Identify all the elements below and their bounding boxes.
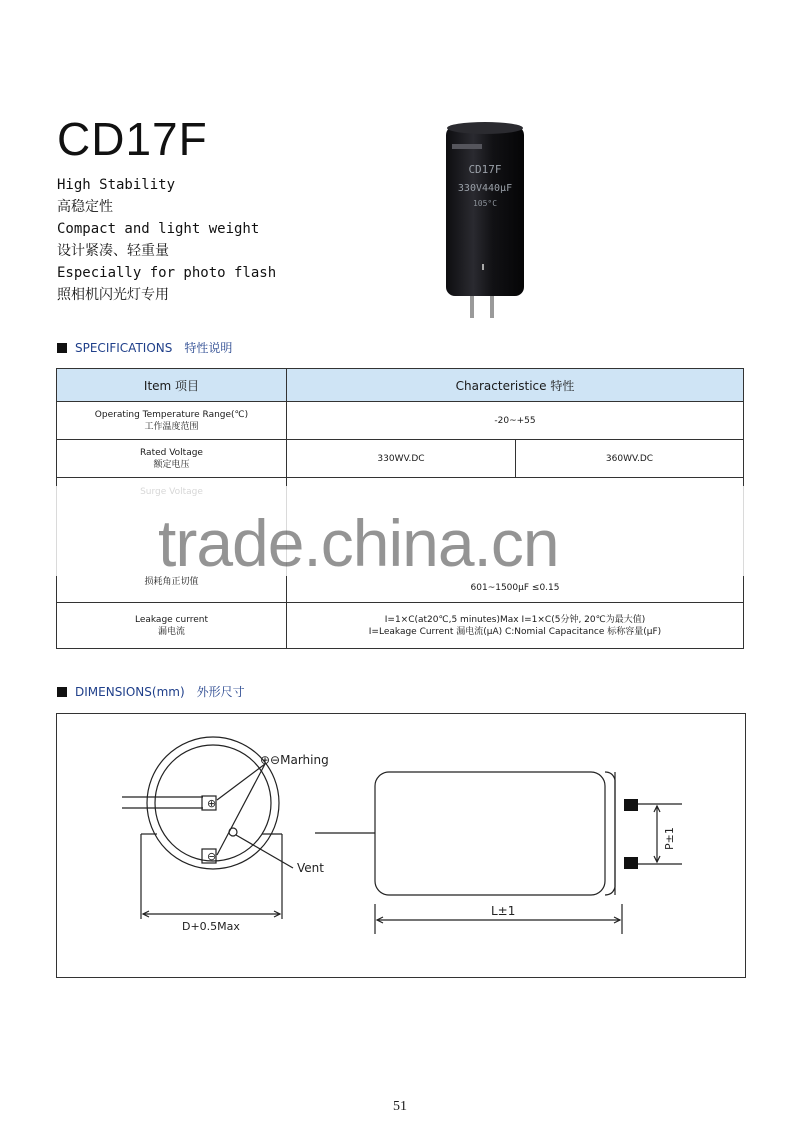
feature-item: Compact and light weight bbox=[57, 221, 260, 237]
capacitor-photo bbox=[440, 118, 530, 323]
table-row bbox=[57, 402, 744, 440]
row-value: I=1×C(at20℃,5 minutes)Max I=1×C(5分钟, 20℃为最大值) I=Leakage Current 漏电流(μA) C:Nomial Capacitance 标称容量(μF) bbox=[287, 603, 744, 649]
minus-terminal-icon: ⊖ bbox=[207, 850, 217, 863]
column-header-item: Item 项目 bbox=[57, 369, 287, 402]
specifications-heading bbox=[57, 339, 232, 356]
capacitor-print-model: CD17F bbox=[468, 163, 502, 176]
pitch-label: P±1 bbox=[663, 827, 676, 850]
dimensions-box bbox=[56, 713, 746, 978]
row-label: Leakage current 漏电流 bbox=[57, 603, 287, 649]
page-number: 51 bbox=[393, 1099, 407, 1114]
row-label: Operating Temperature Range(℃) 工作温度范围 bbox=[57, 402, 287, 440]
plus-terminal-icon: ⊕ bbox=[207, 797, 217, 810]
capacitor-print-temp: 105°C bbox=[472, 199, 498, 208]
table-row bbox=[57, 440, 744, 478]
row-value: 360WV.DC bbox=[516, 440, 744, 478]
row-value: 601~1500μF ≤0.15 bbox=[287, 478, 744, 603]
feature-list bbox=[57, 174, 276, 306]
length-label: L±1 bbox=[491, 904, 516, 918]
dimension-drawing bbox=[57, 714, 745, 977]
feature-item: High Stability bbox=[57, 177, 176, 193]
row-label: Rated Voltage 额定电压 bbox=[57, 440, 287, 478]
heading-cn: 特性说明 bbox=[184, 341, 233, 355]
heading-en: DIMENSIONS(mm) bbox=[75, 685, 185, 699]
feature-item: 设计紧凑、轻重量 bbox=[57, 243, 169, 259]
watermark: trade.china.cn bbox=[158, 506, 559, 580]
vent-label: Vent bbox=[297, 861, 324, 875]
product-title: CD17F bbox=[57, 113, 208, 165]
diameter-label: D+0.5Max bbox=[182, 920, 240, 933]
table-header-row bbox=[57, 369, 744, 402]
bullet-square-icon bbox=[57, 343, 67, 353]
heading-cn: 外形尺寸 bbox=[196, 685, 245, 699]
row-label: 损耗角正切值 bbox=[57, 478, 287, 603]
column-header-characteristic: Characteristice 特性 bbox=[287, 369, 744, 402]
feature-item: Especially for photo flash bbox=[57, 265, 277, 281]
feature-item: 照相机闪光灯专用 bbox=[57, 287, 169, 303]
feature-item: 高稳定性 bbox=[57, 199, 113, 215]
heading-en: SPECIFICATIONS bbox=[75, 341, 173, 355]
row-value: -20~+55 bbox=[287, 402, 744, 440]
dimensions-heading bbox=[57, 683, 245, 700]
row-value: 330WV.DC bbox=[287, 440, 516, 478]
bullet-square-icon bbox=[57, 687, 67, 697]
table-row bbox=[57, 603, 744, 649]
marking-label: ⊕⊖Marhing bbox=[260, 753, 329, 767]
capacitor-print-rating: 330V440µF bbox=[457, 183, 513, 194]
